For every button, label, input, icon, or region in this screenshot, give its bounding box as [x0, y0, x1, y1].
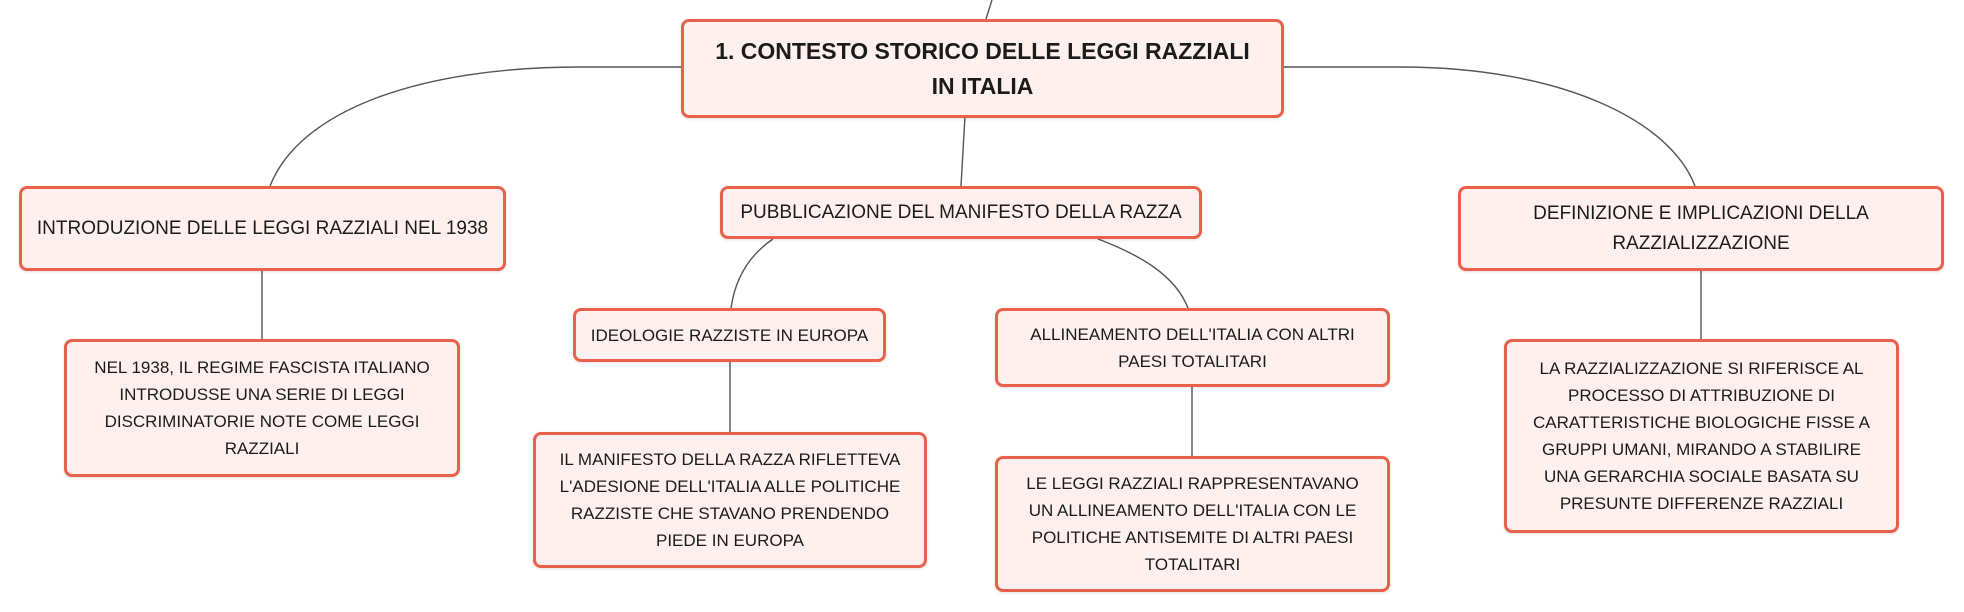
- root-topic-node[interactable]: [681, 19, 1284, 118]
- connector-root-branch2: [961, 116, 965, 186]
- connector-branch2-sub2: [1098, 239, 1188, 308]
- subtopic-label: ALLINEAMENTO DELL'ITALIA CON ALTRI PAESI TOTALITARI: [1030, 324, 1355, 371]
- connector-root-branch3: [1282, 67, 1695, 186]
- branch-label: DEFINIZIONE E IMPLICAZIONI DELLA RAZZIALIZZAZIONE: [1533, 202, 1869, 254]
- detail-text: IL MANIFESTO DELLA RAZZA RIFLETTEVA L'ADESIONE DELL'ITALIA ALLE POLITICHE RAZZISTE CHE STAVANO PRENDENDO PIEDE IN EUROPA: [559, 450, 901, 550]
- connector-branch2-sub1: [731, 239, 773, 308]
- root-topic-title: 1. CONTESTO STORICO DELLE LEGGI RAZZIALI IN ITALIA: [715, 37, 1250, 99]
- subtopic-node-allineamento[interactable]: [995, 308, 1390, 387]
- subtopic-node-ideologie[interactable]: [573, 308, 886, 362]
- connector-parent-root: [986, 0, 992, 19]
- detail-text: LE LEGGI RAZZIALI RAPPRESENTAVANO UN ALLINEAMENTO DELL'ITALIA CON LE POLITICHE ANTISEMITE DI ALTRI PAESI TOTALITARI: [1026, 474, 1359, 574]
- branch-node-razzializzazione[interactable]: [1458, 186, 1944, 271]
- branch-node-introduzione[interactable]: [19, 186, 506, 271]
- branch-label: INTRODUZIONE DELLE LEGGI RAZZIALI NEL 1938: [36, 217, 489, 239]
- detail-node-allineamento[interactable]: [995, 456, 1390, 592]
- connector-root-branch1: [270, 67, 683, 186]
- detail-node-ideologie[interactable]: [533, 432, 927, 568]
- detail-node-razzializzazione[interactable]: [1504, 339, 1899, 533]
- detail-node-introduzione[interactable]: [64, 339, 460, 477]
- branch-label: PUBBLICAZIONE DEL MANIFESTO DELLA RAZZA: [740, 201, 1182, 223]
- subtopic-label: IDEOLOGIE RAZZISTE IN EUROPA: [590, 325, 869, 345]
- detail-text: NEL 1938, IL REGIME FASCISTA ITALIANO INTRODUSSE UNA SERIE DI LEGGI DISCRIMINATORIE NOTE COME LEGGI RAZZIALI: [94, 358, 430, 458]
- branch-node-manifesto[interactable]: [720, 186, 1202, 239]
- detail-text: LA RAZZIALIZZAZIONE SI RIFERISCE AL PROCESSO DI ATTRIBUZIONE DI CARATTERISTICHE BIOLOGICHE FISSE A GRUPPI UMANI, MIRANDO A STABILIRE UNA GERARCHIA SOCIALE BASATA SU PRESUNTE DIFFERENZE RAZZIALI: [1533, 359, 1870, 513]
